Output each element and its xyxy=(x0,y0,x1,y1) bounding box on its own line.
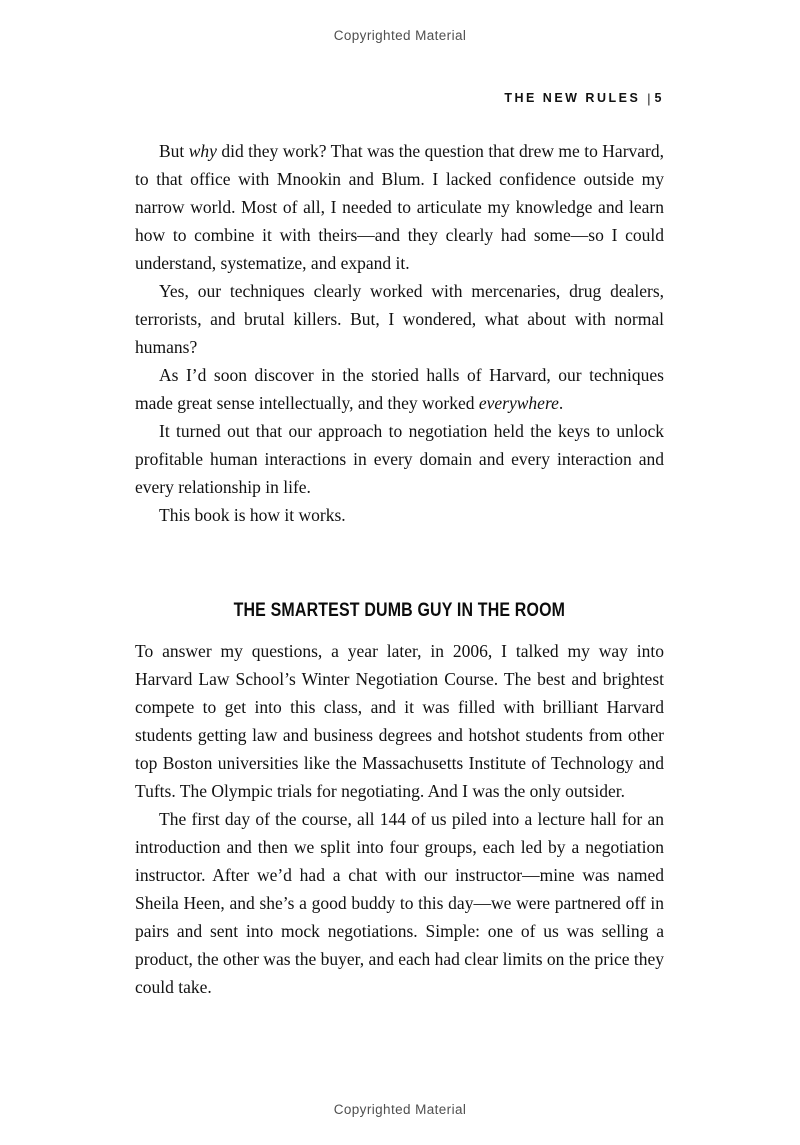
paragraph: It turned out that our approach to negotiation held the keys to unlock profitable human interactions in every domain and every interaction and every relationship in life. xyxy=(135,421,664,497)
paragraph: To answer my questions, a year later, in 2006, I talked my way into Harvard Law School’s Winter Negotiation Course. The best and brightest compete to get into this class, and it was filled with brilliant Harvard students getting law and business degrees and hotshot students from other top Boston universities like the Massachusetts Institute of Technology and Tufts. The Olympic trials for negotiating. And I was the only outsider. xyxy=(135,641,664,801)
paragraph-text: As I’d soon discover in the storied halls of Harvard, our techniques made great sense intellectually, and they worked xyxy=(135,365,664,413)
running-header-title: THE NEW RULES xyxy=(504,91,641,105)
copyright-notice-bottom: Copyrighted Material xyxy=(333,1102,467,1117)
paragraph: This book is how it works. xyxy=(159,505,346,525)
copyright-notice-top: Copyrighted Material xyxy=(333,28,467,43)
paragraph-italic-text: everywhere xyxy=(478,393,559,413)
paragraph-text: But xyxy=(159,141,189,161)
paragraph-text: did they work? That was the question that drew me to Harvard, to that office with Mnookin and Blum. I lacked confidence outside my narrow world. Most of all, I needed to articulate my knowledge and learn how to combine it with theirs—and they clearly had some—so I could understand, systematize, and expand it. xyxy=(135,141,664,273)
header-separator: | xyxy=(647,91,651,106)
paragraph: The first day of the course, all 144 of us piled into a lecture hall for an introduction and then we split into four groups, each led by a negotiation instructor. After we’d had a chat with our instructor—mine was named Sheila Heen, and she’s a good buddy to this day—we were partnered off in pairs and sent into mock negotiations. Simple: one of us was selling a product, the other was the buyer, and each had clear limits on the price they could take. xyxy=(135,809,664,997)
paragraph-text: . xyxy=(558,393,564,413)
paragraph-italic-text: why xyxy=(188,141,217,161)
paragraph: Yes, our techniques clearly worked with mercenaries, drug dealers, terrorists, and brutal killers. But, I wondered, what about with normal humans? xyxy=(135,281,664,357)
paragraph xyxy=(135,137,664,277)
section-heading xyxy=(135,600,664,622)
section-heading-text: THE SMARTEST DUMB GUY IN THE ROOM xyxy=(233,600,566,621)
paragraph xyxy=(135,361,664,417)
page-number: 5 xyxy=(654,91,664,105)
body-text xyxy=(135,137,664,1001)
running-header xyxy=(504,91,664,105)
